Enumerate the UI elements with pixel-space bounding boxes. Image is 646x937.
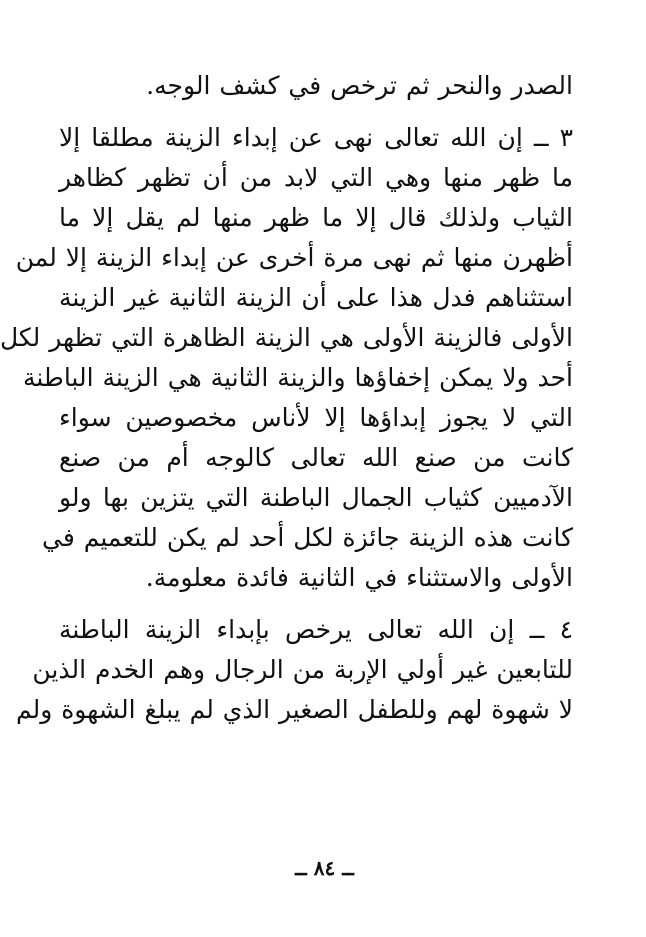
text-line: كانت من صنع الله تعالى كالوجه أم من صنع <box>59 443 573 472</box>
text-line: الأولى فالزينة الأولى هي الزينة الظاهرة التي تظهر لكل <box>0 323 573 352</box>
text-line: الثياب ولذلك قال إلا ما ظهر منها لم يقل إلا ما <box>59 203 573 232</box>
text-line: ٣ ــ إن الله تعالى نهى عن إبداء الزينة مطلقا إلا <box>59 123 573 152</box>
text-line: استثناهم فدل هذا على أن الزينة الثانية غير الزينة <box>59 283 573 312</box>
text-line: لا شهوة لهم وللطفل الصغير الذي لم يبلغ الشهوة ولم <box>15 695 573 724</box>
text-line: ٤ ــ إن الله تعالى يرخص بإبداء الزينة الباطنة <box>59 615 573 644</box>
text-line: الآدميين كثياب الجمال الباطنة التي يتزين بها ولو <box>59 483 573 512</box>
text-line: التي لا يجوز إبداؤها إلا لأناس مخصوصين سواء <box>59 403 573 432</box>
paragraph-2 <box>0 118 573 598</box>
paragraph-1 <box>59 66 573 106</box>
page-number: ــ ٨٤ ــ <box>295 856 354 880</box>
text-line: للتابعين غير أولي الإربة من الرجال وهم الخدم الذين <box>32 655 573 684</box>
text-line: الأولى والاستثناء في الثانية فائدة معلومة. <box>145 563 573 592</box>
page-body <box>0 66 573 730</box>
paragraph-3 <box>15 610 573 730</box>
text-line: كانت هذه الزينة جائزة لكل أحد لم يكن للتعميم في <box>42 523 573 552</box>
text-line: الصدر والنحر ثم ترخص في كشف الوجه. <box>146 71 573 100</box>
text-line: أظهرن منها ثم نهى مرة أخرى عن إبداء الزينة إلا لمن <box>15 243 573 272</box>
text-line: ما ظهر منها وهي التي لابد من أن تظهر كظاهر <box>59 163 573 192</box>
text-line: أحد ولا يمكن إخفاؤها والزينة الثانية هي الزينة الباطنة <box>22 363 573 392</box>
